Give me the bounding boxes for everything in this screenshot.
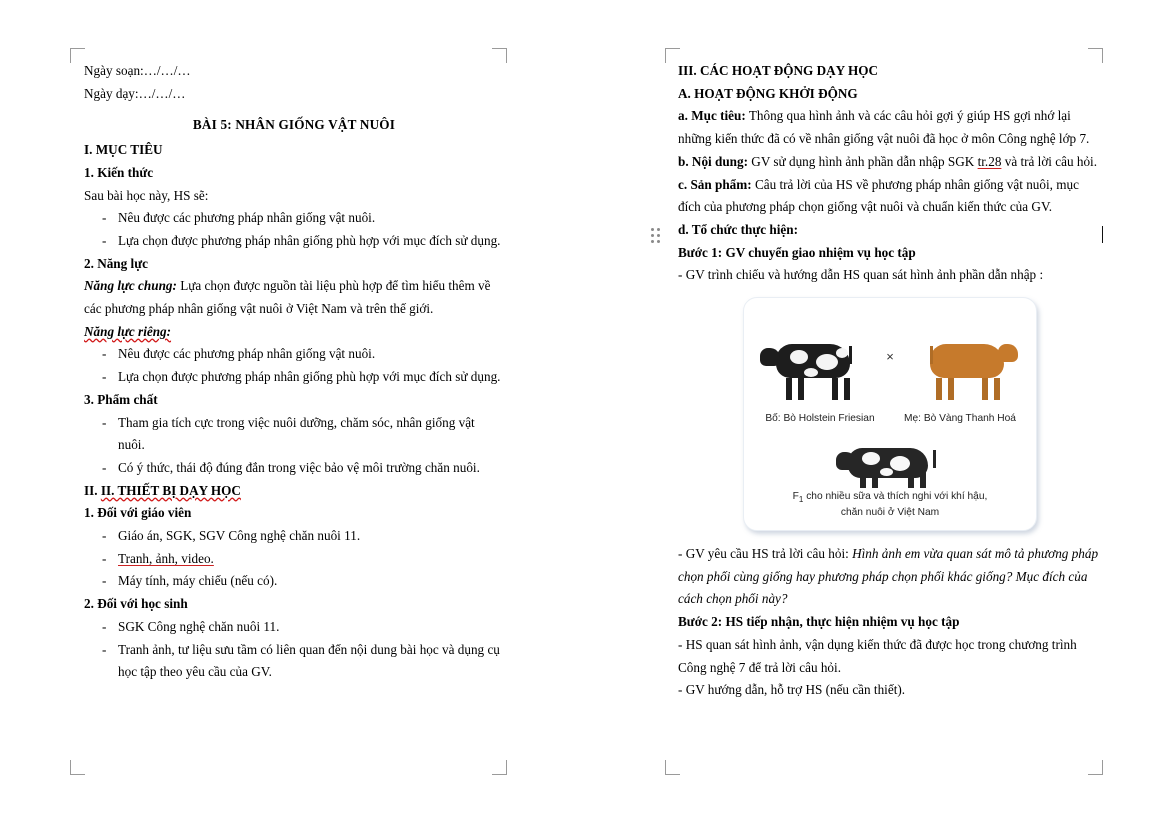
general-competence-paragraph xyxy=(84,275,504,320)
subheading-competence: 2. Năng lực xyxy=(84,255,148,271)
subheading-knowledge: 1. Kiến thức xyxy=(84,164,154,180)
list-item: - Tham gia tích cực trong việc nuôi dưỡng, chăm sóc, nhân giống vật nuôi. xyxy=(84,412,504,457)
content-paragraph xyxy=(678,151,1102,174)
list-item: - Nêu được các phương pháp nhân giống vật nuôi. xyxy=(84,343,504,366)
figure-caption-line-1: $F_1$ cho nhiều sữa và thích nghi với khí hậu, xyxy=(792,491,988,505)
product-paragraph xyxy=(678,174,1102,219)
crop-mark-bottom-right xyxy=(492,760,507,775)
product-label: c. Sản phẩm: xyxy=(678,176,752,192)
date-taught: Ngày dạy:…/…/… xyxy=(84,85,186,101)
step-2-heading: Bước 2: HS tiếp nhận, thực hiện nhiệm vụ học tập xyxy=(678,614,960,630)
question-lead: - GV yêu cầu HS trả lời câu hỏi: xyxy=(678,546,849,562)
general-competence-label: Năng lực chung: xyxy=(84,278,177,294)
step-1-heading: Bước 1: GV chuyển giao nhiệm vụ học tập xyxy=(678,244,916,260)
crop-mark-top-left xyxy=(70,48,85,63)
step-2-text-2: - GV hướng dẫn, hỗ trợ HS (nếu cần thiết). xyxy=(678,682,906,698)
specific-competence-list xyxy=(84,343,504,388)
section-heading-equipment-text: II. THIẾT BỊ DẠY HỌC xyxy=(100,482,241,498)
breeding-diagram-image[interactable] xyxy=(743,297,1037,531)
objective-text: Thông qua hình ảnh và các câu hỏi gợi ý giúp HS gợi nhớ lại những kiến thức đã có về nhân giống vật nuôi đã học ở môn Công nghệ lớp 7. xyxy=(678,108,1090,147)
list-item: - Nêu được các phương pháp nhân giống vật nuôi. xyxy=(84,207,504,230)
student-list xyxy=(84,616,504,684)
content-page-ref: tr.28 xyxy=(977,153,1002,169)
list-item: - SGK Công nghệ chăn nuôi 11. xyxy=(84,616,504,639)
figure-parent-labels xyxy=(744,410,1036,428)
subheading-student: 2. Đối với học sinh xyxy=(84,596,188,612)
figure-container xyxy=(678,297,1102,531)
objective-label: a. Mục tiêu: xyxy=(678,108,746,124)
step-2-text-1: - HS quan sát hình ảnh, vận dụng kiến thức đã được học trong chương trình Công nghệ 7 để trả lời câu hỏi. xyxy=(678,636,1077,675)
list-item: - Tranh ảnh, tư liệu sưu tầm có liên quan đến nội dung bài học và dụng cụ học tập theo yêu cầu của GV. xyxy=(84,639,504,684)
f1-cow-image xyxy=(834,430,946,496)
specific-competence-label: Năng lực riêng: xyxy=(84,323,172,339)
implementation-label: d. Tổ chức thực hiện: xyxy=(678,221,798,237)
activity-a-heading: A. HOẠT ĐỘNG KHỞI ĐỘNG xyxy=(678,85,858,101)
list-item: - Lựa chọn được phương pháp nhân giống phù hợp với mục đích sử dụng. xyxy=(84,366,504,389)
list-item: - Có ý thức, thái độ đúng đắn trong việc bảo vệ môi trường chăn nuôi. xyxy=(84,457,504,480)
figure-caption-line-2: chăn nuôi ở Việt Nam xyxy=(840,507,940,519)
section-heading-equipment xyxy=(84,480,504,503)
product-text: Câu trả lời của HS về phương pháp nhân giống vật nuôi, mục đích của phương pháp chọn giống vật nuôi và chuẩn kiến thức của GV. xyxy=(678,176,1079,215)
objective-paragraph xyxy=(678,105,1102,150)
page-left xyxy=(0,0,585,822)
content-text-1: GV sử dụng hình ảnh phần dẫn nhập SGK xyxy=(751,153,975,169)
question-paragraph xyxy=(678,543,1102,611)
page-left-content xyxy=(84,60,504,684)
crop-mark-bottom-left xyxy=(665,760,680,775)
list-item: - Giáo án, SGK, SGV Công nghệ chăn nuôi 11. xyxy=(84,525,504,548)
list-item xyxy=(84,548,504,571)
section-heading-equipment-number: II. xyxy=(84,482,101,498)
specific-competence-label-line xyxy=(84,321,504,344)
crop-mark-bottom-right xyxy=(1088,760,1103,775)
subheading-qualities: 3. Phẩm chất xyxy=(84,391,158,407)
teacher-list xyxy=(84,525,504,593)
page-right xyxy=(585,0,1171,822)
qualities-list xyxy=(84,412,504,480)
text-caret xyxy=(1102,226,1103,243)
crop-mark-bottom-left xyxy=(70,760,85,775)
figure-label-father: Bố: Bò Holstein Friesian xyxy=(765,413,875,425)
content-label: b. Nội dung: xyxy=(678,153,748,169)
knowledge-list xyxy=(84,207,504,252)
holstein-cow-image xyxy=(760,322,866,402)
subheading-teacher: 1. Đối với giáo viên xyxy=(84,505,192,521)
page-right-content xyxy=(678,60,1102,702)
knowledge-intro: Sau bài học này, HS sẽ: xyxy=(84,187,209,203)
paragraph-drag-handle-icon[interactable] xyxy=(651,228,660,244)
section-heading-activities: III. CÁC HOẠT ĐỘNG DẠY HỌC xyxy=(678,63,879,78)
list-item-text-video: Tranh, ảnh, video. xyxy=(118,550,214,566)
lesson-title: BÀI 5: NHÂN GIỐNG VẬT NUÔI xyxy=(192,117,396,133)
step-1-text: - GV trình chiếu và hướng dẫn HS quan sát hình ảnh phần dẫn nhập : xyxy=(678,267,1044,283)
section-heading-objectives: I. MỤC TIÊU xyxy=(84,142,163,158)
vang-thanh-hoa-cow-image xyxy=(914,322,1020,402)
content-text-2: và trả lời câu hỏi. xyxy=(1004,153,1098,169)
question-text: Hình ảnh em vừa quan sát mô tả phương pháp chọn phối cùng giống hay phương pháp chọn phối khác giống? Mục đích của cách chọn phối này? xyxy=(678,546,1099,607)
date-prepared: Ngày soạn:…/…/… xyxy=(84,63,191,78)
list-item: - Lựa chọn được phương pháp nhân giống phù hợp với mục đích sử dụng. xyxy=(84,230,504,253)
figure-label-mother: Mẹ: Bò Vàng Thanh Hoá xyxy=(904,413,1016,425)
figure-caption xyxy=(744,490,1036,520)
general-competence-text: Lựa chọn được nguồn tài liệu phù hợp để tìm hiểu thêm về các phương pháp nhân giống vật nuôi ở Việt Nam và trên thế giới. xyxy=(84,278,491,317)
figure-parents-row xyxy=(744,314,1036,410)
cross-symbol: × xyxy=(886,348,894,364)
list-item: - Máy tính, máy chiếu (nếu có). xyxy=(84,570,504,593)
